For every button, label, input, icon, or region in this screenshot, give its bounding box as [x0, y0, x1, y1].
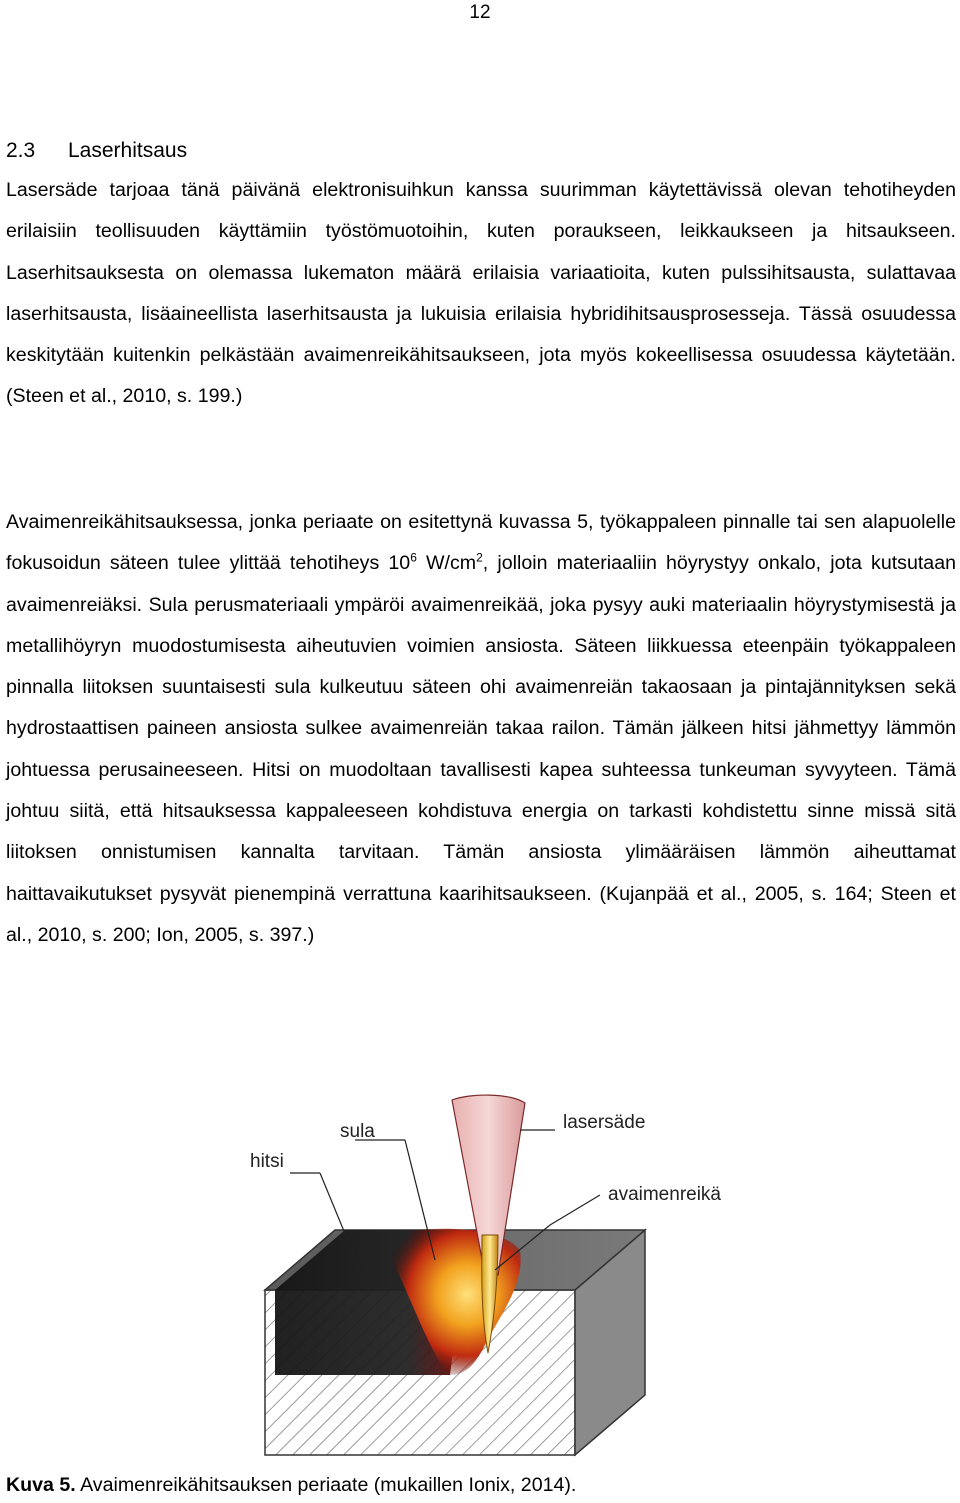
leader-avaimenreika-h — [550, 1195, 600, 1225]
section-heading — [6, 136, 187, 166]
paragraph-2-part3: , jolloin materiaaliin höyrystyy onkalo, jota kutsutaan avaimenreiäksi. Sula perusmateriaali ympäröi avaimenreikää, joka pysyy auki materiaalin höyrystymisestä ja metallihöyryn muodostumisesta aiheutuvien voimien ansiosta. Säteen liikkuessa eteenpäin työkappaleen pinnalla liitoksen suuntaisesti sula kulkeutuu säteen ohi avaimenreiän takaosaan ja pintajännityksen sekä hydrostaattisen paineen ansiosta sulkee avaimenreiän takaa railon. Tämän jälkeen hitsi jähmettyy lämmön johtuessa perusaineeseen. Hitsi on muodoltaan tavallisesti kapea suhteessa tunkeuman syvyyteen. Tämä johtuu siitä, että hitsauksessa kappaleeseen kohdistuva energia on tarkasti kohdistettu sinne missä sitä liitoksen onnistumisen kannalta tarvitaan. Tämän ansiosta ylimääräisen lämmön aiheuttamat haittavaikutukset pysyvät pienempinä verrattuna kaarihitsaukseen. (Kujanpää et al., 2005, s. 164; Steen et al., 2010, s. 200; Ion, 2005, s. 397.) — [6, 552, 956, 946]
exponent-6: 6 — [410, 550, 417, 565]
paragraph-2 — [6, 502, 956, 956]
paragraph-2-part1: Avaimenreikähitsauksessa, jonka periaate on esitettynä kuvassa 5, työkappaleen pinnalle tai sen alapuolelle fokusoidun säteen tulee ylittää tehotiheys 10 — [6, 511, 956, 575]
label-sula: sula — [340, 1121, 375, 1142]
caption-label: Kuva 5. — [6, 1474, 76, 1496]
section-title: Laserhitsaus — [68, 139, 188, 162]
paragraph-1: Lasersäde tarjoaa tänä päivänä elektronisuihkun kanssa suurimman käytettävissä olevan tehotiheyden erilaisiin teollisuuden käyttämiin työstömuotoihin, kuten poraukseen, leikkaukseen ja hitsaukseen. Laserhitsauksesta on olemassa lukematon määrä erilaisia variaatioita, kuten pulssihitsausta, sulattavaa laserhitsausta, lisäaineellista laserhitsausta ja lukuisia erilaisia hybridihitsausprosesseja. Tässä osuudessa keskitytään kuitenkin pelkästään avaimenreikähitsaukseen, jota myös kokeellisessa osuudessa käytetään. (Steen et al., 2010, s. 199.) — [6, 179, 956, 408]
section-number: 2.3 — [6, 139, 36, 162]
label-avaimenreika: avaimenreikä — [608, 1184, 721, 1205]
paragraph-2-part2: W/cm — [416, 552, 477, 575]
label-lasersade: lasersäde — [563, 1112, 646, 1133]
figure-caption — [6, 1470, 576, 1500]
caption-text: Avaimenreikähitsauksen periaate (mukaillen Ionix, 2014). — [75, 1474, 577, 1496]
keyhole-welding-figure — [180, 1075, 780, 1470]
keyhole-welding-diagram — [180, 1075, 780, 1470]
label-hitsi: hitsi — [250, 1151, 284, 1172]
exponent-2: 2 — [476, 550, 483, 565]
page-number: 12 — [469, 2, 491, 23]
